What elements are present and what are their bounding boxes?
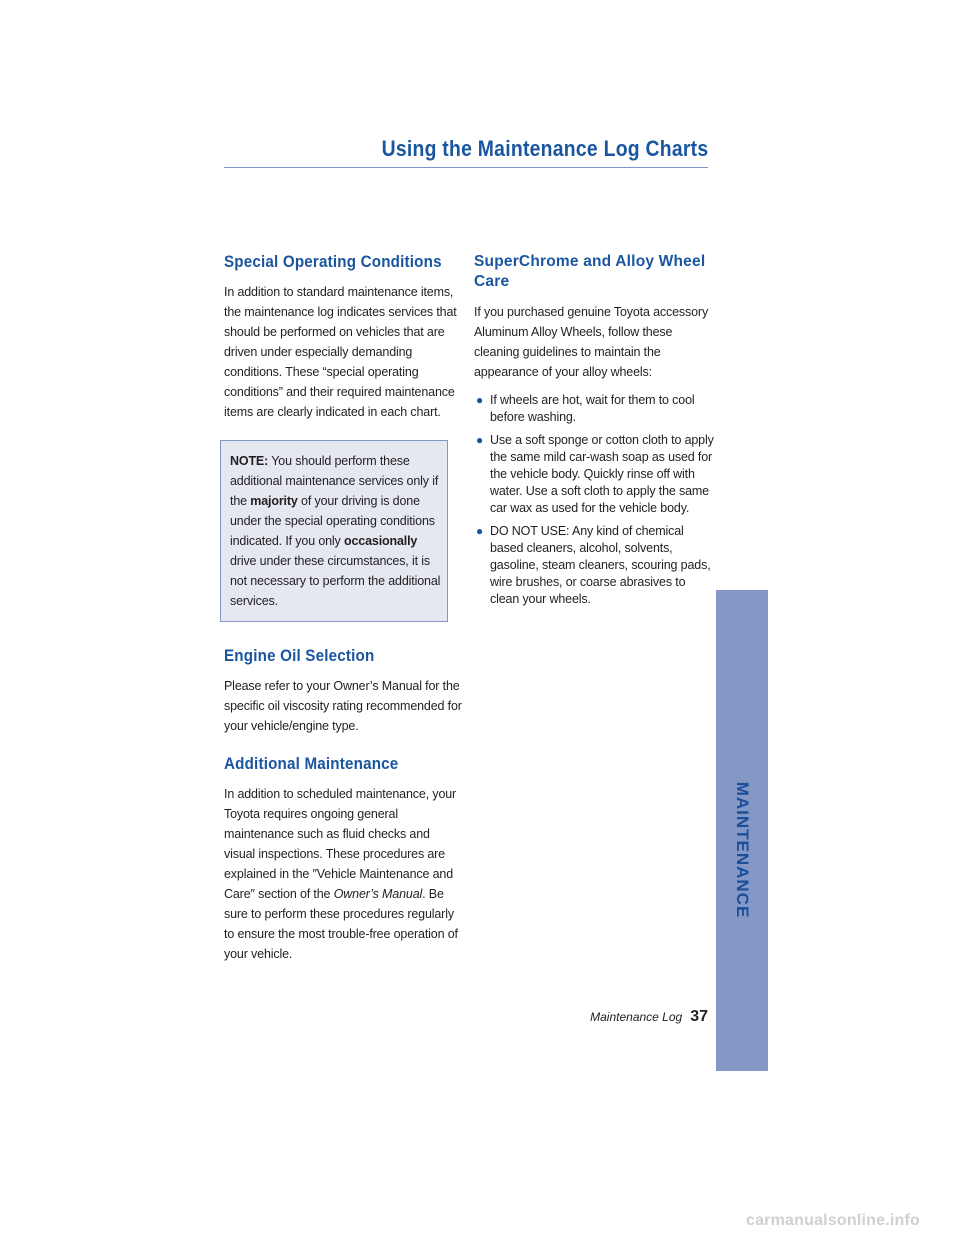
list-item-text: DO NOT USE: Any kind of chemical based cleaners, alcohol, solvents, gasoline, steam cleaners, scouring pads, wire brushes, or coarse abrasives to clean your wheels.: [490, 524, 711, 606]
bullet-icon: ●: [476, 433, 484, 447]
left-column: [224, 252, 464, 982]
wheel-care-section: [474, 252, 714, 608]
additional-maintenance-heading: Additional Maintenance: [224, 755, 399, 773]
additional-body-text-2: . Be sure to perform these procedures regularly to ensure the most trouble-free operation of your vehicle.: [224, 887, 458, 961]
wheel-care-list: [474, 392, 714, 608]
additional-maintenance-section: [224, 754, 464, 964]
note-emphasis-occasionally: occasionally: [344, 534, 418, 548]
engine-oil-heading: Engine Oil Selection: [224, 647, 375, 665]
wheel-care-body: If you purchased genuine Toyota accessory Aluminum Alloy Wheels, follow these cleaning guidelines to maintain the appearance of your alloy wheels:: [474, 305, 709, 379]
note-text-2: of your driving is done under the special operating conditions indicated. If you only: [230, 494, 435, 548]
footer-section-label: Maintenance Log: [590, 1010, 683, 1024]
engine-oil-body: Please refer to your Owner’s Manual for the specific oil viscosity rating recommended for your vehicle/engine type.: [224, 679, 462, 733]
note-text-3: drive under these circumstances, it is not necessary to perform the additional services.: [230, 554, 441, 608]
page-footer: [590, 1008, 708, 1026]
special-operating-body: In addition to standard maintenance items, the maintenance log indicates services that should be performed on vehicles that are driven under especially demanding conditions. These “special operating conditions” and their required maintenance items are clearly indicated in each chart.: [224, 285, 457, 419]
note-box: [220, 440, 448, 622]
bullet-icon: ●: [476, 524, 484, 538]
section-side-tab: [716, 590, 768, 1071]
special-operating-section: [224, 252, 464, 422]
additional-maintenance-body: [224, 784, 464, 964]
page-title: Using the Maintenance Log Charts: [381, 136, 708, 161]
engine-oil-section: [224, 646, 464, 736]
page-number: 37: [690, 1008, 708, 1025]
owners-manual-reference: Owner’s Manual: [333, 887, 423, 901]
title-divider: [224, 167, 708, 168]
list-item: [474, 523, 714, 608]
side-tab-label: MAINTENANCE: [733, 781, 752, 919]
list-item: [474, 432, 714, 517]
list-item-text: If wheels are hot, wait for them to cool before washing.: [490, 393, 695, 424]
list-item-text: Use a soft sponge or cotton cloth to apply the same mild car-wash soap as used for the vehicle body. Quickly rinse off with water. Use a soft cloth to apply the same car wax as used for the vehicle body.: [490, 433, 714, 515]
note-label: NOTE:: [230, 454, 269, 468]
additional-body-text-1: In addition to scheduled maintenance, your Toyota requires ongoing general maintenance such as fluid checks and visual inspections. These procedures are explained in the ″Vehicle Maintenance and Care″ section of the: [224, 787, 457, 901]
list-item: [474, 392, 714, 426]
note-emphasis-majority: majority: [250, 494, 298, 508]
wheel-care-heading: SuperChrome and Alloy Wheel Care: [474, 253, 706, 290]
watermark: carmanualsonline.info: [745, 1212, 920, 1229]
note-text-1: You should perform these additional maintenance services only if the: [230, 454, 439, 508]
bullet-icon: ●: [476, 393, 484, 407]
right-column: [474, 252, 714, 626]
special-operating-heading: Special Operating Conditions: [224, 253, 442, 271]
